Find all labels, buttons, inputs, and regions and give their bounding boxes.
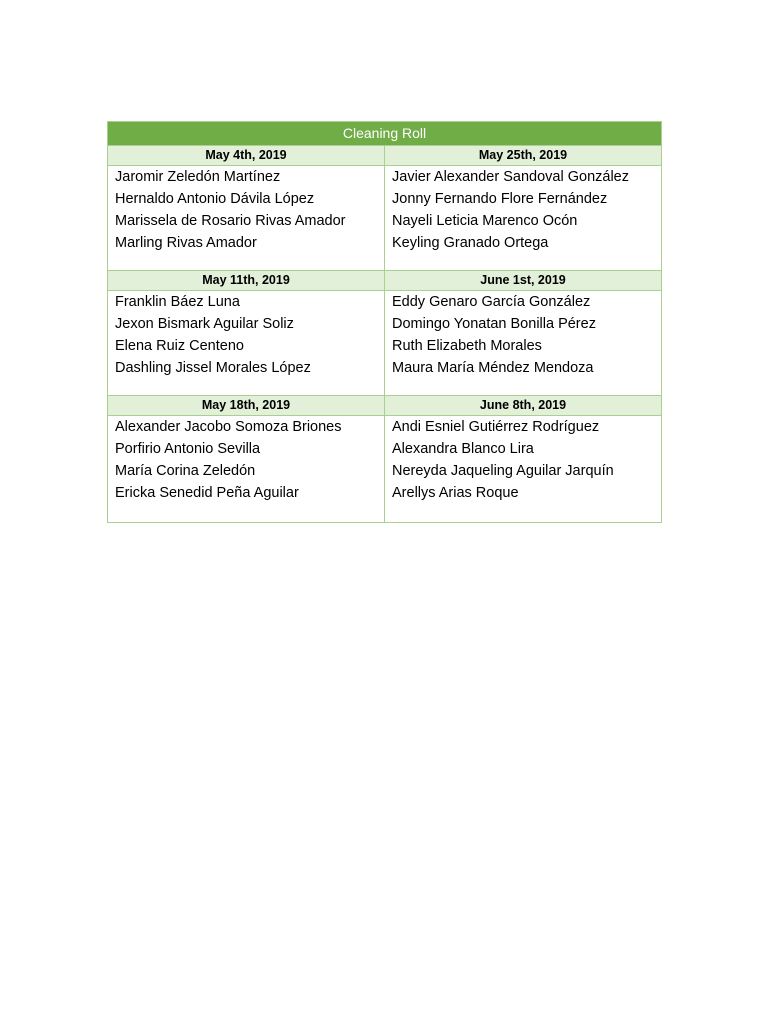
date-header-row	[108, 270, 661, 290]
date-cell: June 1st, 2019	[384, 271, 661, 290]
names-cell	[384, 291, 661, 395]
person-name: María Corina Zeledón	[115, 463, 256, 479]
person-name: Ruth Elizabeth Morales	[392, 338, 542, 354]
person-name: Marling Rivas Amador	[115, 235, 257, 251]
person-name: Eddy Genaro García González	[392, 294, 591, 310]
person-name: Dashling Jissel Morales López	[115, 360, 311, 376]
date-cell: June 8th, 2019	[384, 396, 661, 415]
person-name: Marissela de Rosario Rivas Amador	[115, 213, 346, 229]
person-name: Domingo Yonatan Bonilla Pérez	[392, 316, 596, 332]
person-name: Jexon Bismark Aguilar Soliz	[115, 316, 294, 332]
person-name: Alexander Jacobo Somoza Briones	[115, 419, 342, 435]
names-cell	[108, 291, 384, 395]
date-header-row	[108, 395, 661, 415]
names-cell	[384, 416, 661, 522]
person-name: Franklin Báez Luna	[115, 294, 240, 310]
person-name: Maura María Méndez Mendoza	[392, 360, 594, 376]
cleaning-roll-table	[107, 121, 662, 523]
names-row	[108, 165, 661, 270]
names-row	[108, 290, 661, 395]
person-name: Elena Ruiz Centeno	[115, 338, 244, 354]
person-name: Nereyda Jaqueling Aguilar Jarquín	[392, 463, 614, 479]
person-name: Nayeli Leticia Marenco Ocón	[392, 213, 578, 229]
person-name: Ericka Senedid Peña Aguilar	[115, 485, 299, 501]
person-name: Javier Alexander Sandoval González	[392, 169, 629, 185]
person-name: Alexandra Blanco Lira	[392, 441, 534, 457]
names-cell	[384, 166, 661, 270]
date-cell: May 25th, 2019	[384, 146, 661, 165]
date-header-row	[108, 145, 661, 165]
names-cell	[108, 416, 384, 522]
person-name: Porfirio Antonio Sevilla	[115, 441, 261, 457]
person-name: Jonny Fernando Flore Fernández	[392, 191, 608, 207]
table-title: Cleaning Roll	[108, 122, 661, 145]
date-cell: May 4th, 2019	[205, 148, 287, 162]
person-name: Keyling Granado Ortega	[392, 235, 549, 251]
person-name: Arellys Arias Roque	[392, 485, 519, 501]
person-name: Hernaldo Antonio Dávila López	[115, 191, 315, 207]
person-name: Andi Esniel Gutiérrez Rodríguez	[392, 419, 600, 435]
names-row	[108, 415, 661, 522]
date-cell: May 11th, 2019	[202, 273, 290, 287]
names-cell	[108, 166, 384, 270]
person-name: Jaromir Zeledón Martínez	[115, 169, 281, 185]
date-cell: May 18th, 2019	[201, 398, 291, 412]
